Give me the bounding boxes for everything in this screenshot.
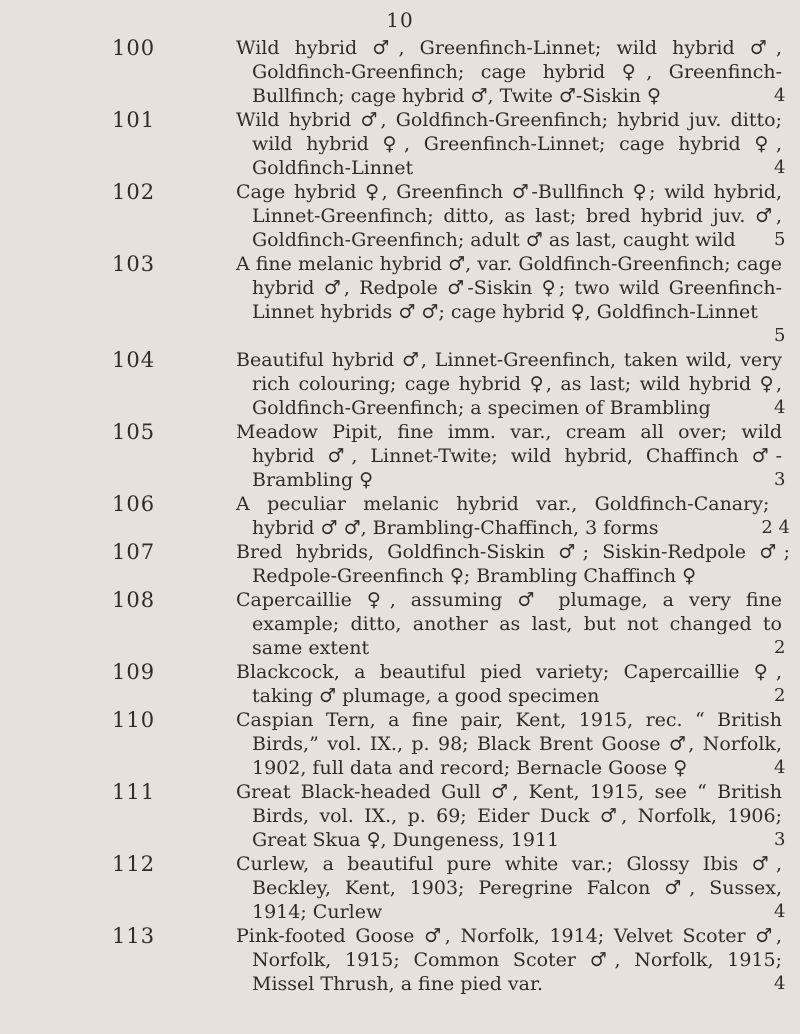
lot-text: Pink-footed Goose ♂, Norfolk, 1914; Velvet Scoter ♂, Norfolk, 1915; Common Scoter ♂, Norfolk, 1915; Missel Thrush, a fine pied var. [236, 925, 782, 995]
lot-description [236, 540, 790, 588]
lot-text: Wild hybrid ♂, Goldfinch-Greenfinch; hybrid juv. ditto; wild hybrid ♀, Greenfinch-Linnet; cage hybrid ♀, Goldfinch-Linnet [236, 109, 782, 179]
lot-text: Curlew, a beautiful pure white var.; Glossy Ibis ♂, Beckley, Kent, 1903; Peregrine Falcon ♂, Sussex, 1914; Curlew [236, 853, 782, 923]
lot-number: 101 [112, 108, 156, 132]
lot-description [236, 492, 790, 540]
lot-description: 3 Meadow Pipit, fine imm. var., cream all over; wild hybrid ♂, Linnet-Twite; wild hybrid, Chaffinch ♂-Brambling ♀ [236, 421, 786, 491]
lot-description: 2 Capercaillie ♀, assuming ♂ plumage, a very fine example; ditto, another as last, but not changed to same extent [236, 589, 786, 659]
lot-text: Meadow Pipit, fine imm. var., cream all over; wild hybrid ♂, Linnet-Twite; wild hybrid, Chaffinch ♂-Brambling ♀ [236, 421, 782, 491]
lot-text: A peculiar melanic hybrid var., Goldfinch-Canary; hybrid ♂ ♂, Brambling-Chaffinch, 3 forms [236, 493, 770, 539]
lot-number: 109 [112, 660, 156, 684]
lot-entry [0, 708, 800, 780]
lot-entry [0, 420, 800, 492]
lot-description: 5 A fine melanic hybrid ♂, var. Goldfinch-Greenfinch; cage hybrid ♂, Redpole ♂-Siskin ♀; two wild Greenfinch-Linnet hybrids ♂ ♂; cage hybrid ♀, Goldfinch-Linnet [236, 253, 786, 346]
lot-quantity: 2 4 [761, 517, 790, 538]
lot-description: 3 Great Black-headed Gull ♂, Kent, 1915, see “ British Birds, vol. IX., p. 69; Eider Duck ♂, Norfolk, 1906; Great Skua ♀, Dungeness, 1911 [236, 781, 786, 851]
lot-number: 102 [112, 180, 156, 204]
lot-entry [0, 588, 800, 660]
lot-number: 105 [112, 420, 156, 444]
lot-entry [0, 180, 800, 252]
lot-number: 112 [112, 852, 156, 876]
lot-description: 5 Cage hybrid ♀, Greenfinch ♂-Bullfinch ♀; wild hybrid, Linnet-Greenfinch; ditto, as last; bred hybrid juv. ♂, Goldfinch-Greenfinch; adult ♂ as last, caught wild [236, 181, 786, 251]
lot-list [0, 36, 800, 996]
lot-number: 111 [112, 780, 156, 804]
lot-entry [0, 924, 800, 996]
lot-entry [0, 108, 800, 180]
lot-entry [0, 36, 800, 108]
lot-text: A fine melanic hybrid ♂, var. Goldfinch-Greenfinch; cage hybrid ♂, Redpole ♂-Siskin ♀; two wild Greenfinch-Linnet hybrids ♂ ♂; cage hybrid ♀, Goldfinch-Linnet [236, 253, 783, 323]
lot-number: 110 [112, 708, 156, 732]
lot-description: 4 Pink-footed Goose ♂, Norfolk, 1914; Velvet Scoter ♂, Norfolk, 1915; Common Scoter ♂, Norfolk, 1915; Missel Thrush, a fine pied var. [236, 925, 786, 995]
lot-number: 100 [112, 36, 156, 60]
lot-entry [0, 348, 800, 420]
lot-text: Bred hybrids, Goldfinch-Siskin ♂; Siskin-Redpole ♂; Redpole-Greenfinch ♀; Brambling Chaffinch ♀ [236, 541, 790, 587]
lot-description: 4 Wild hybrid ♂, Goldfinch-Greenfinch; hybrid juv. ditto; wild hybrid ♀, Greenfinch-Linnet; cage hybrid ♀, Goldfinch-Linnet [236, 109, 786, 179]
lot-text: Capercaillie ♀, assuming ♂ plumage, a very fine example; ditto, another as last, but not changed to same extent [236, 589, 782, 659]
lot-number: 113 [112, 924, 156, 948]
lot-number: 103 [112, 252, 156, 276]
lot-text: Blackcock, a beautiful pied variety; Capercaillie ♀, taking ♂ plumage, a good specimen [236, 661, 782, 707]
lot-description: 4 Beautiful hybrid ♂, Linnet-Greenfinch, taken wild, very rich colouring; cage hybrid ♀, as last; wild hybrid ♀, Goldfinch-Greenfinch; a specimen of Brambling [236, 349, 786, 419]
lot-entry [0, 660, 800, 708]
lot-number: 104 [112, 348, 156, 372]
lot-entry [0, 852, 800, 924]
lot-description: 4 Curlew, a beautiful pure white var.; Glossy Ibis ♂, Beckley, Kent, 1903; Peregrine Falcon ♂, Sussex, 1914; Curlew [236, 853, 786, 923]
lot-text: Great Black-headed Gull ♂, Kent, 1915, see “ British Birds, vol. IX., p. 69; Eider Duck ♂, Norfolk, 1906; Great Skua ♀, Dungeness, 1911 [236, 781, 782, 851]
lot-number: 107 [112, 540, 156, 564]
lot-text: Wild hybrid ♂, Greenfinch-Linnet; wild hybrid ♂, Goldfinch-Greenfinch; cage hybrid ♀, Greenfinch-Bullfinch; cage hybrid ♂, Twite ♂-Siskin ♀ [236, 37, 782, 107]
page-number: 10 [386, 8, 414, 32]
lot-description: 4 Wild hybrid ♂, Greenfinch-Linnet; wild hybrid ♂, Goldfinch-Greenfinch; cage hybrid ♀, Greenfinch-Bullfinch; cage hybrid ♂, Twite ♂-Siskin ♀ [236, 37, 786, 107]
lot-entry [0, 780, 800, 852]
lot-description: 2 Blackcock, a beautiful pied variety; Capercaillie ♀, taking ♂ plumage, a good specimen [236, 661, 786, 707]
lot-text: Beautiful hybrid ♂, Linnet-Greenfinch, taken wild, very rich colouring; cage hybrid ♀, as last; wild hybrid ♀, Goldfinch-Greenfinch; a specimen of Brambling [236, 349, 782, 419]
lot-number: 106 [112, 492, 156, 516]
lot-entry [0, 252, 800, 348]
lot-number: 108 [112, 588, 156, 612]
lot-text: Cage hybrid ♀, Greenfinch ♂-Bullfinch ♀; wild hybrid, Linnet-Greenfinch; ditto, as last; bred hybrid juv. ♂, Goldfinch-Greenfinch; adult ♂ as last, caught wild [236, 181, 782, 251]
lot-entry [0, 540, 800, 588]
lot-description: 4 Caspian Tern, a fine pair, Kent, 1915, rec. “ British Birds,” vol. IX., p. 98; Black Brent Goose ♂, Norfolk, 1902, full data and record; Bernacle Goose ♀ [236, 709, 786, 779]
lot-entry [0, 492, 800, 540]
lot-text: Caspian Tern, a fine pair, Kent, 1915, rec. “ British Birds,” vol. IX., p. 98; Black Brent Goose ♂, Norfolk, 1902, full data and record; Bernacle Goose ♀ [236, 709, 782, 779]
